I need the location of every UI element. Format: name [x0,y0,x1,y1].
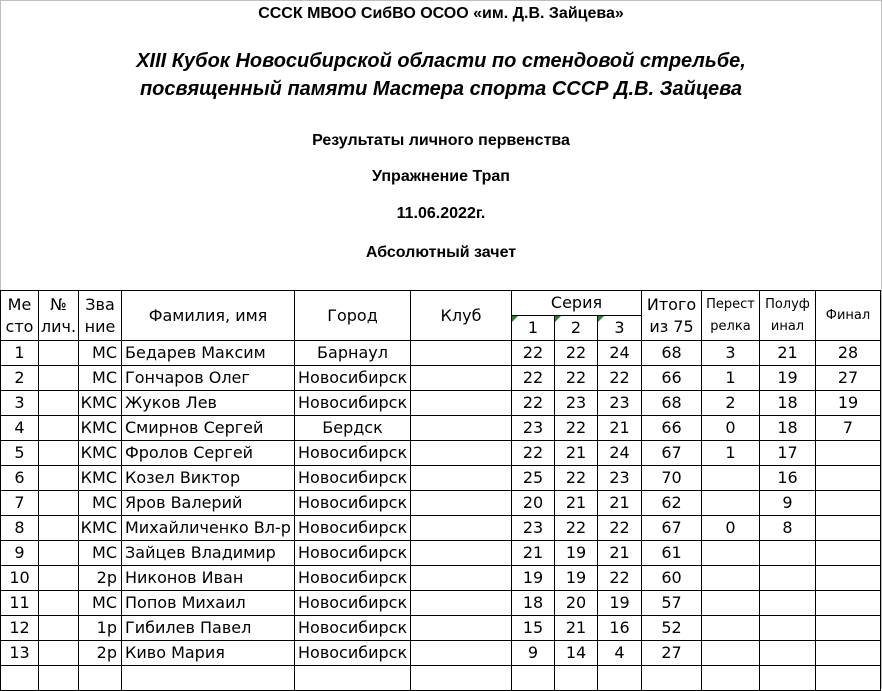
table-row [1,491,881,516]
name-cell: Яров Валерий [122,491,295,516]
city-cell: Бердск [295,416,411,441]
name-cell: Попов Михаил [122,591,295,616]
rank-cell: МС [79,541,122,566]
club-cell [411,616,512,641]
city-cell: Новосибирск [295,516,411,541]
series-2-cell: 14 [555,641,598,666]
name-cell: Гибилев Павел [122,616,295,641]
final-cell [816,466,881,491]
place-cell: 1 [1,341,39,366]
series-2-cell: 21 [555,441,598,466]
place-cell: 9 [1,541,39,566]
header-row [1,291,881,316]
place-cell: 12 [1,616,39,641]
col-club-header: Клуб [411,291,512,341]
empty-cell [642,666,702,691]
series-2-cell: 23 [555,391,598,416]
club-cell [411,466,512,491]
place-cell: 5 [1,441,39,466]
empty-cell [79,666,122,691]
shootoff-cell [702,491,760,516]
empty-cell [411,666,512,691]
series-2-cell: 21 [555,491,598,516]
rank-cell: 2р [79,641,122,666]
empty-cell [816,666,881,691]
empty-cell [555,666,598,691]
club-cell [411,591,512,616]
number-cell [39,541,79,566]
shootoff-cell [702,466,760,491]
name-cell: Зайцев Владимир [122,541,295,566]
rank-cell: МС [79,591,122,616]
table-row [1,641,881,666]
series-3-cell: 21 [598,541,642,566]
comment-marker-icon [512,316,518,322]
comment-marker-icon [598,316,604,322]
series-1-cell: 18 [512,591,555,616]
name-cell: Фролов Сергей [122,441,295,466]
city-cell: Новосибирск [295,391,411,416]
series-2-cell: 22 [555,516,598,541]
city-cell: Новосибирск [295,566,411,591]
table-row [1,441,881,466]
city-cell: Новосибирск [295,466,411,491]
number-cell [39,416,79,441]
series-1-cell: 22 [512,366,555,391]
semifinal-cell [760,566,816,591]
shootoff-cell: 0 [702,516,760,541]
place-cell: 3 [1,391,39,416]
series-1-header: 1 [512,316,555,341]
final-cell [816,541,881,566]
number-cell [39,641,79,666]
club-cell [411,341,512,366]
col-name-header: Фамилия, имя [122,291,295,341]
club-cell [411,491,512,516]
series-1-cell: 22 [512,441,555,466]
series-1-cell: 15 [512,616,555,641]
table-row [1,416,881,441]
empty-cell [512,666,555,691]
number-cell [39,491,79,516]
city-cell: Новосибирск [295,616,411,641]
shootoff-cell: 3 [702,341,760,366]
series-1-cell: 19 [512,566,555,591]
col-rank-header: Зва ние [79,291,122,341]
final-cell [816,441,881,466]
total-cell: 66 [642,366,702,391]
shootoff-cell [702,641,760,666]
number-cell [39,466,79,491]
table-row [1,566,881,591]
club-cell [411,441,512,466]
rank-cell: МС [79,341,122,366]
empty-cell [598,666,642,691]
col-semifinal-header: Полуф инал [760,291,816,341]
city-cell: Барнаул [295,341,411,366]
shootoff-cell: 0 [702,416,760,441]
shootoff-cell [702,616,760,641]
col-final-header: Финал [816,291,881,341]
semifinal-cell: 18 [760,391,816,416]
total-cell: 68 [642,341,702,366]
series-1-cell: 23 [512,416,555,441]
comment-marker-icon [555,316,561,322]
rank-cell: КМС [79,441,122,466]
results-subtitle: Результаты личного первенства [312,132,570,149]
series-3-cell: 22 [598,516,642,541]
table-row [1,541,881,566]
final-cell [816,491,881,516]
name-cell: Жуков Лев [122,391,295,416]
shootoff-cell [702,591,760,616]
final-cell [816,641,881,666]
place-cell: 4 [1,416,39,441]
series-1-cell: 20 [512,491,555,516]
table-row [1,466,881,491]
series-2-cell: 19 [555,566,598,591]
series-3-cell: 21 [598,491,642,516]
series-1-cell: 25 [512,466,555,491]
table-row [1,591,881,616]
name-cell: Смирнов Сергей [122,416,295,441]
series-2-cell: 21 [555,616,598,641]
club-cell [411,366,512,391]
total-cell: 67 [642,516,702,541]
rank-cell: 1р [79,616,122,641]
place-cell: 11 [1,591,39,616]
number-cell [39,366,79,391]
rank-cell: КМС [79,516,122,541]
place-cell: 13 [1,641,39,666]
series-3-header: 3 [598,316,642,341]
col-city-header: Город [295,291,411,341]
empty-cell [1,666,39,691]
rank-cell: 2р [79,566,122,591]
table-row [1,366,881,391]
rank-cell: МС [79,491,122,516]
number-cell [39,591,79,616]
series-3-cell: 21 [598,416,642,441]
final-cell: 7 [816,416,881,441]
shootoff-cell [702,541,760,566]
final-cell [816,516,881,541]
event-date: 11.06.2022г. [396,205,486,222]
final-cell: 27 [816,366,881,391]
final-cell: 19 [816,391,881,416]
number-cell [39,341,79,366]
organization-name: СССК МВОО СибВО ОСОО «им. Д.В. Зайцева» [258,5,624,22]
results-body [1,341,881,691]
number-cell [39,516,79,541]
series-2-cell: 20 [555,591,598,616]
final-cell [816,616,881,641]
name-cell: Козел Виктор [122,466,295,491]
name-cell: Михайличенко Вл-р [122,516,295,541]
series-3-cell: 23 [598,391,642,416]
series-2-cell: 22 [555,366,598,391]
standings-category: Абсолютный зачет [365,244,517,261]
semifinal-cell: 8 [760,516,816,541]
semifinal-cell: 21 [760,341,816,366]
series-2-cell: 22 [555,341,598,366]
place-cell: 6 [1,466,39,491]
shootoff-cell [702,566,760,591]
semifinal-cell [760,616,816,641]
empty-cell [702,666,760,691]
series-3-cell: 24 [598,441,642,466]
total-cell: 52 [642,616,702,641]
empty-cell [122,666,295,691]
place-cell: 2 [1,366,39,391]
number-cell [39,391,79,416]
shootoff-cell: 2 [702,391,760,416]
competition-title-line-1: XIII Кубок Новосибирской области по стендовой стрельбе, [136,50,746,72]
table-row [1,616,881,641]
name-cell: Гончаров Олег [122,366,295,391]
final-cell [816,591,881,616]
series-2-cell: 19 [555,541,598,566]
total-cell: 62 [642,491,702,516]
empty-cell [760,666,816,691]
shootoff-cell: 1 [702,366,760,391]
series-3-cell: 22 [598,366,642,391]
rank-cell: КМС [79,391,122,416]
exercise-label: Упражнение Трап [372,168,510,185]
semifinal-cell: 9 [760,491,816,516]
series-1-cell: 22 [512,391,555,416]
results-table [0,290,881,691]
name-cell: Бедарев Максим [122,341,295,366]
place-cell: 10 [1,566,39,591]
series-3-cell: 23 [598,466,642,491]
semifinal-cell: 17 [760,441,816,466]
place-cell: 8 [1,516,39,541]
series-3-cell: 16 [598,616,642,641]
name-cell: Никонов Иван [122,566,295,591]
city-cell: Новосибирск [295,541,411,566]
semifinal-cell [760,591,816,616]
total-cell: 61 [642,541,702,566]
place-cell: 7 [1,491,39,516]
final-cell: 28 [816,341,881,366]
table-row [1,516,881,541]
total-cell: 70 [642,466,702,491]
series-3-cell: 24 [598,341,642,366]
final-cell [816,566,881,591]
series-3-cell: 19 [598,591,642,616]
empty-cell [39,666,79,691]
total-cell: 60 [642,566,702,591]
city-cell: Новосибирск [295,491,411,516]
series-1-cell: 21 [512,541,555,566]
total-cell: 27 [642,641,702,666]
semifinal-cell [760,641,816,666]
number-cell [39,441,79,466]
rank-cell: КМС [79,416,122,441]
empty-cell [295,666,411,691]
competition-title-line-2: посвященный памяти Мастера спорта СССР Д.В. Зайцева [139,78,743,100]
club-cell [411,516,512,541]
col-shootoff-header: Перест релка [702,291,760,341]
total-cell: 57 [642,591,702,616]
total-cell: 67 [642,441,702,466]
series-3-cell: 22 [598,566,642,591]
number-cell [39,616,79,641]
rank-cell: КМС [79,466,122,491]
col-series-header: Серия [512,291,642,316]
series-1-cell: 22 [512,341,555,366]
semifinal-cell [760,541,816,566]
series-3-cell: 4 [598,641,642,666]
series-2-cell: 22 [555,416,598,441]
table-row [1,341,881,366]
semifinal-cell: 18 [760,416,816,441]
empty-row [1,666,881,691]
club-cell [411,641,512,666]
col-total-header: Итого из 75 [642,291,702,341]
col-number-header: № лич. [39,291,79,341]
series-1-cell: 23 [512,516,555,541]
total-cell: 68 [642,391,702,416]
series-2-cell: 22 [555,466,598,491]
city-cell: Новосибирск [295,366,411,391]
col-place-header: Ме сто [1,291,39,341]
semifinal-cell: 16 [760,466,816,491]
table-row [1,391,881,416]
club-cell [411,541,512,566]
number-cell [39,566,79,591]
series-1-cell: 9 [512,641,555,666]
series-2-header: 2 [555,316,598,341]
city-cell: Новосибирск [295,591,411,616]
club-cell [411,391,512,416]
shootoff-cell: 1 [702,441,760,466]
club-cell [411,416,512,441]
semifinal-cell: 19 [760,366,816,391]
total-cell: 66 [642,416,702,441]
name-cell: Киво Мария [122,641,295,666]
rank-cell: МС [79,366,122,391]
city-cell: Новосибирск [295,641,411,666]
club-cell [411,566,512,591]
city-cell: Новосибирск [295,441,411,466]
